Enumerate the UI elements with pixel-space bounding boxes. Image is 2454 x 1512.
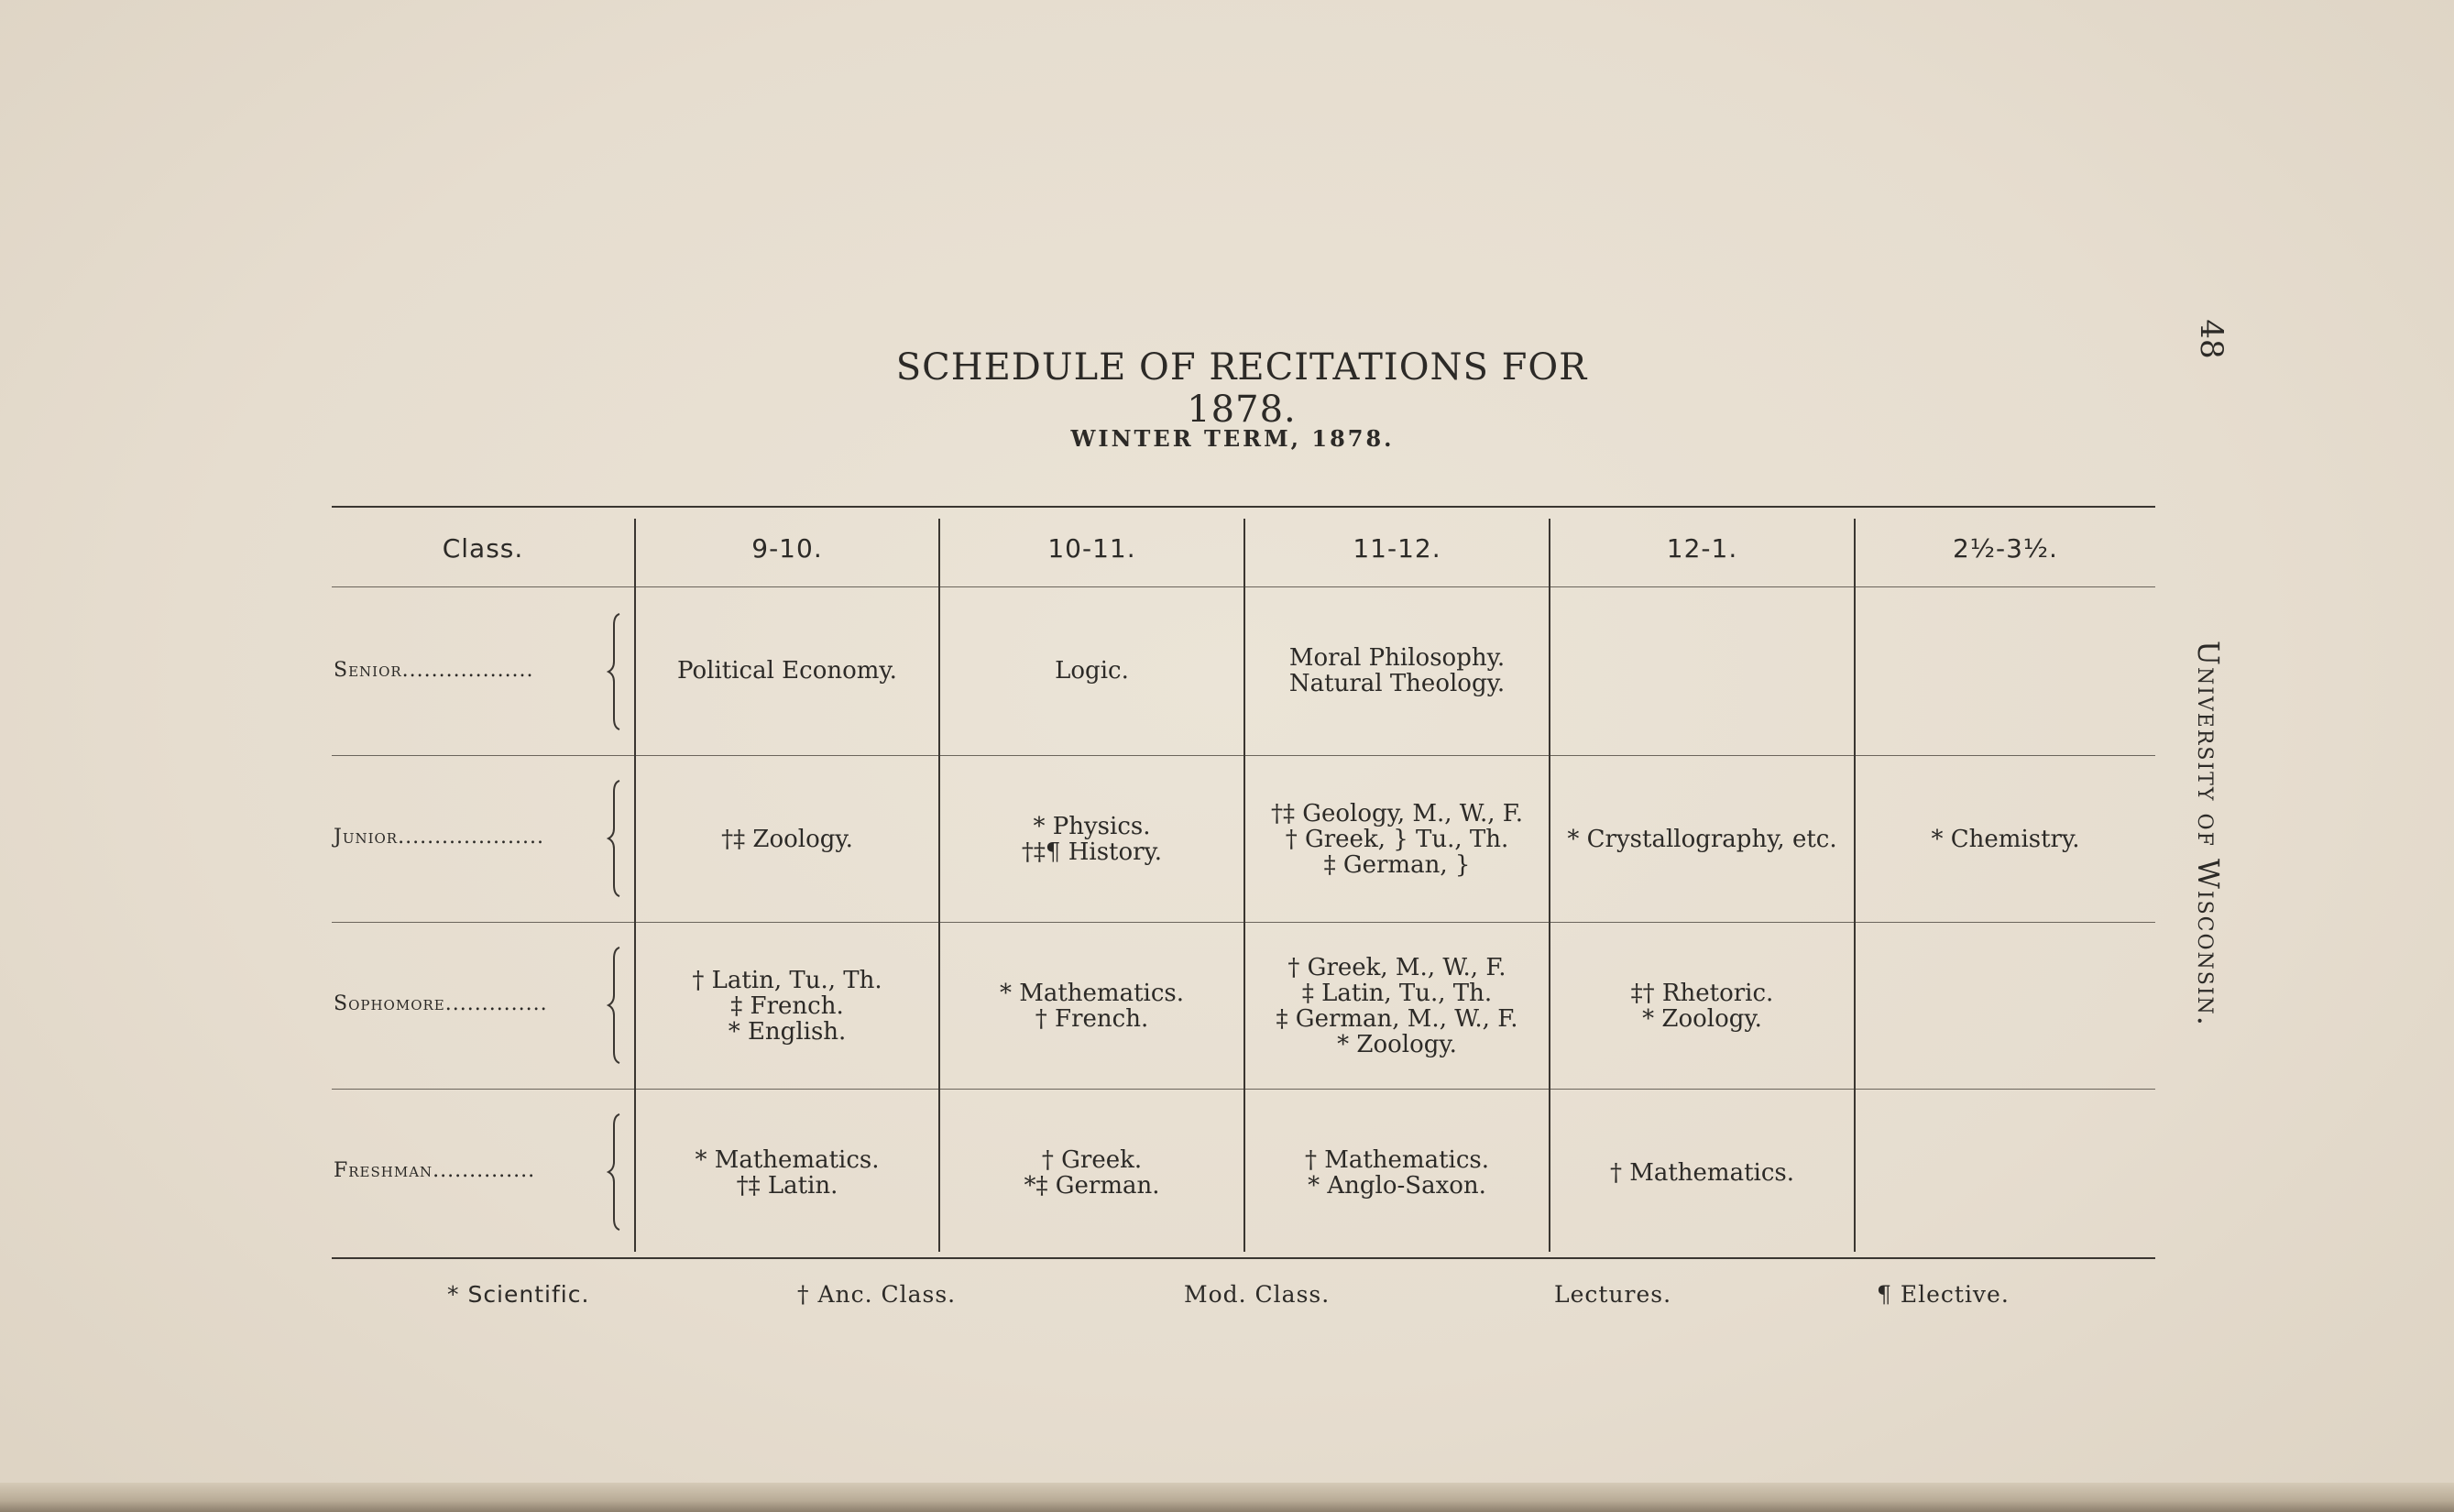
cell-line: † Greek, } Tu., Th. (1285, 826, 1509, 853)
table-cell (940, 757, 1243, 922)
cell-line: * English. (728, 1018, 847, 1046)
cell-line: * Physics. (1033, 813, 1151, 840)
cell-line: ‡† Rhetoric. (1630, 980, 1774, 1007)
table-cell (940, 924, 1243, 1089)
cell-line: †‡¶ History. (1021, 838, 1163, 866)
table-cell (1550, 757, 1854, 922)
table-cell (636, 924, 938, 1089)
cell-line: Logic. (1055, 657, 1129, 685)
cell-line: * Chemistry. (1931, 826, 2080, 853)
page-number: 48 (2193, 319, 2229, 359)
cell-line: * Anglo-Saxon. (1308, 1172, 1486, 1200)
table-cell (636, 588, 938, 753)
cell-line: * Mathematics. (695, 1146, 880, 1174)
legend-elective: ¶ Elective. (1877, 1281, 2010, 1308)
cell-line: * Crystallography, etc. (1567, 826, 1837, 853)
table-cell (1550, 1090, 1854, 1255)
table-cell (1245, 588, 1549, 753)
class-label-freshman: Freshman.............. (334, 1159, 536, 1182)
cell-line: Natural Theology. (1288, 670, 1506, 697)
cell-line: ‡ German, M., W., F. (1276, 1005, 1518, 1033)
cell-line: † Latin, Tu., Th. (692, 967, 882, 994)
table-cell (1245, 924, 1549, 1089)
legend-ancient-classical: † Anc. Class. (797, 1281, 957, 1308)
column-header-10-11: 10-11. (1047, 532, 1136, 564)
column-header-class: Class. (442, 532, 524, 564)
legend-lectures: Lectures. (1554, 1281, 1672, 1308)
table-cell (1245, 757, 1549, 922)
brace-sophomore (607, 944, 630, 1067)
cell-line: Moral Philosophy. (1288, 644, 1506, 672)
legend-scientific: * Scientific. (447, 1281, 590, 1308)
table-cell (636, 757, 938, 922)
legend-modern-classical: Mod. Class. (1184, 1281, 1331, 1308)
page-title: SCHEDULE OF RECITATIONS FOR 1878. (895, 346, 1588, 431)
cell-line: † Greek. (1041, 1146, 1143, 1174)
class-label-sophomore: Sophomore.............. (334, 992, 548, 1015)
brace-senior (607, 610, 630, 733)
brace-freshman (607, 1111, 630, 1233)
cell-line: † Mathematics. (1304, 1146, 1490, 1174)
cell-line: ‡ German, } (1323, 851, 1471, 879)
column-header-9-10: 9-10. (751, 532, 823, 564)
column-header-11-12: 11-12. (1353, 532, 1441, 564)
table-cell (1856, 757, 2155, 922)
table-cell (1245, 1090, 1549, 1255)
cell-line: † French. (1035, 1005, 1149, 1033)
cell-line: * Zoology. (1642, 1005, 1762, 1033)
cell-line: ‡ French. (730, 992, 844, 1020)
column-header-12-1: 12-1. (1666, 532, 1738, 564)
cell-line: †‡ Zoology. (721, 826, 853, 853)
column-header-2-3: 2½-3½. (1953, 532, 2058, 564)
table-top-rule (332, 506, 2155, 508)
running-head: University of Wisconsin. (2191, 641, 2226, 1027)
table-cell (1550, 924, 1854, 1089)
cell-line: Political Economy. (677, 657, 897, 685)
cell-line: *‡ German. (1024, 1172, 1160, 1200)
cell-line: * Zoology. (1337, 1031, 1457, 1058)
table-cell (940, 1090, 1243, 1255)
cell-line: * Mathematics. (999, 980, 1185, 1007)
brace-junior (607, 777, 630, 900)
table-bottom-rule (332, 1257, 2155, 1259)
class-label-junior: Junior.................... (334, 826, 544, 849)
cell-line: ‡ Latin, Tu., Th. (1301, 980, 1493, 1007)
table-cell (636, 1090, 938, 1255)
class-label-senior: Senior.................. (334, 659, 534, 682)
page-subtitle: WINTER TERM, 1878. (1070, 425, 1395, 452)
table-cell (940, 588, 1243, 753)
page-edge (0, 1483, 2454, 1512)
cell-line: † Greek, M., W., F. (1287, 954, 1506, 981)
cell-line: † Mathematics. (1609, 1159, 1795, 1187)
cell-line: †‡ Latin. (736, 1172, 838, 1200)
cell-line: †‡ Geology, M., W., F. (1270, 800, 1524, 827)
